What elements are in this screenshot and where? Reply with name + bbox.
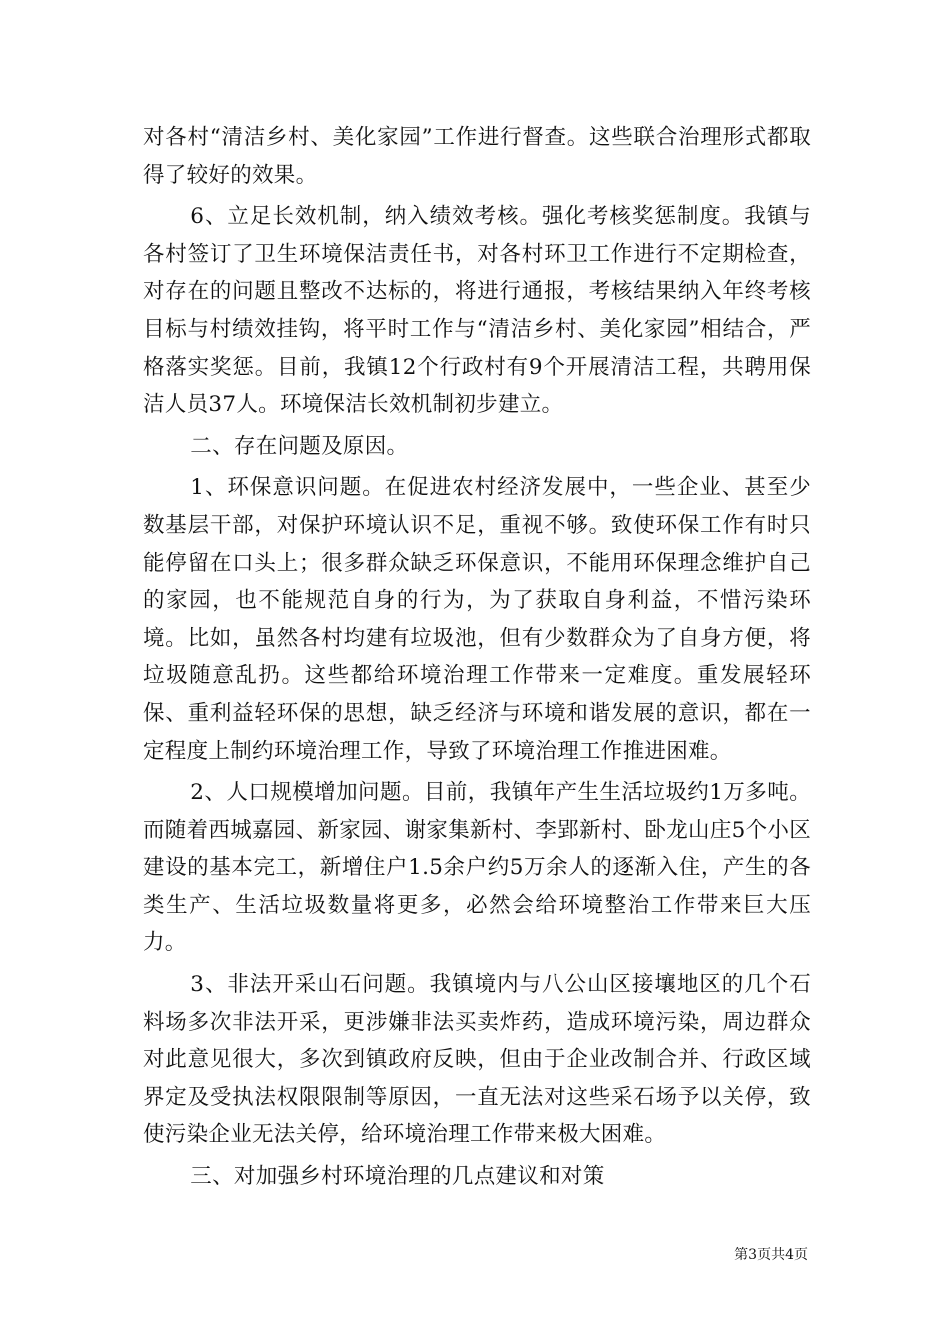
document-body bbox=[143, 119, 811, 1200]
paragraph-long-term-mechanism: 6、立足长效机制，纳入绩效考核。强化考核奖惩制度。我镇与各村签订了卫生环境保洁责任书，对各村环卫工作进行不定期检查，对存在的问题且整改不达标的，将进行通报，考核结果纳入年终考核目标与村绩效挂钩，将平时工作与“清洁乡村、美化家园”相结合，严格落实奖惩。目前，我镇12个行政村有9个开展清洁工程，共聘用保洁人员37人。环境保洁长效机制初步建立。 bbox=[143, 204, 811, 418]
paragraph-environmental-awareness: 1、环保意识问题。在促进农村经济发展中，一些企业、甚至少数基层干部，对保护环境认识不足，重视不够。致使环保工作有时只能停留在口头上；很多群众缺乏环保意识，不能用环保理念维护自己的家园，也不能规范自身的行为，为了获取自身利益，不惜污染环境。比如，虽然各村均建有垃圾池，但有少数群众为了自身方便，将垃圾随意乱扔。这些都给环境治理工作带来一定难度。重发展轻环保、重利益轻环保的思想，缺乏经济与环境和谐发展的意识，都在一定程度上制约环境治理工作，导致了环境治理工作推进困难。 bbox=[143, 475, 811, 764]
section-heading-problems: 二、存在问题及原因。 bbox=[190, 433, 409, 459]
paragraph-population-growth: 2、人口规模增加问题。目前，我镇年产生生活垃圾约1万多吨。而随着西城嘉园、新家园、谢家集新村、李郢新村、卧龙山庄5个小区建设的基本完工，新增住户1.5余户约5万余人的逐渐入住，产生的各类生产、生活垃圾数量将更多，必然会给环境整治工作带来巨大压力。 bbox=[143, 780, 811, 956]
paragraph-illegal-mining: 3、非法开采山石问题。我镇境内与八公山区接壤地区的几个石料场多次非法开采，更涉嫌非法买卖炸药，造成环境污染，周边群众对此意见很大，多次到镇政府反映，但由于企业改制合并、行政区域界定及受执法权限限制等原因，一直无法对这些采石场予以关停，致使污染企业无法关停，给环境治理工作带来极大困难。 bbox=[143, 972, 811, 1148]
section-heading-suggestions: 三、对加强乡村环境治理的几点建议和对策 bbox=[190, 1164, 605, 1190]
page-number-footer: 第3页共4页 bbox=[734, 1247, 808, 1263]
paragraph-continuation: 对各村“清洁乡村、美化家园”工作进行督查。这些联合治理形式都取得了较好的效果。 bbox=[143, 125, 811, 188]
